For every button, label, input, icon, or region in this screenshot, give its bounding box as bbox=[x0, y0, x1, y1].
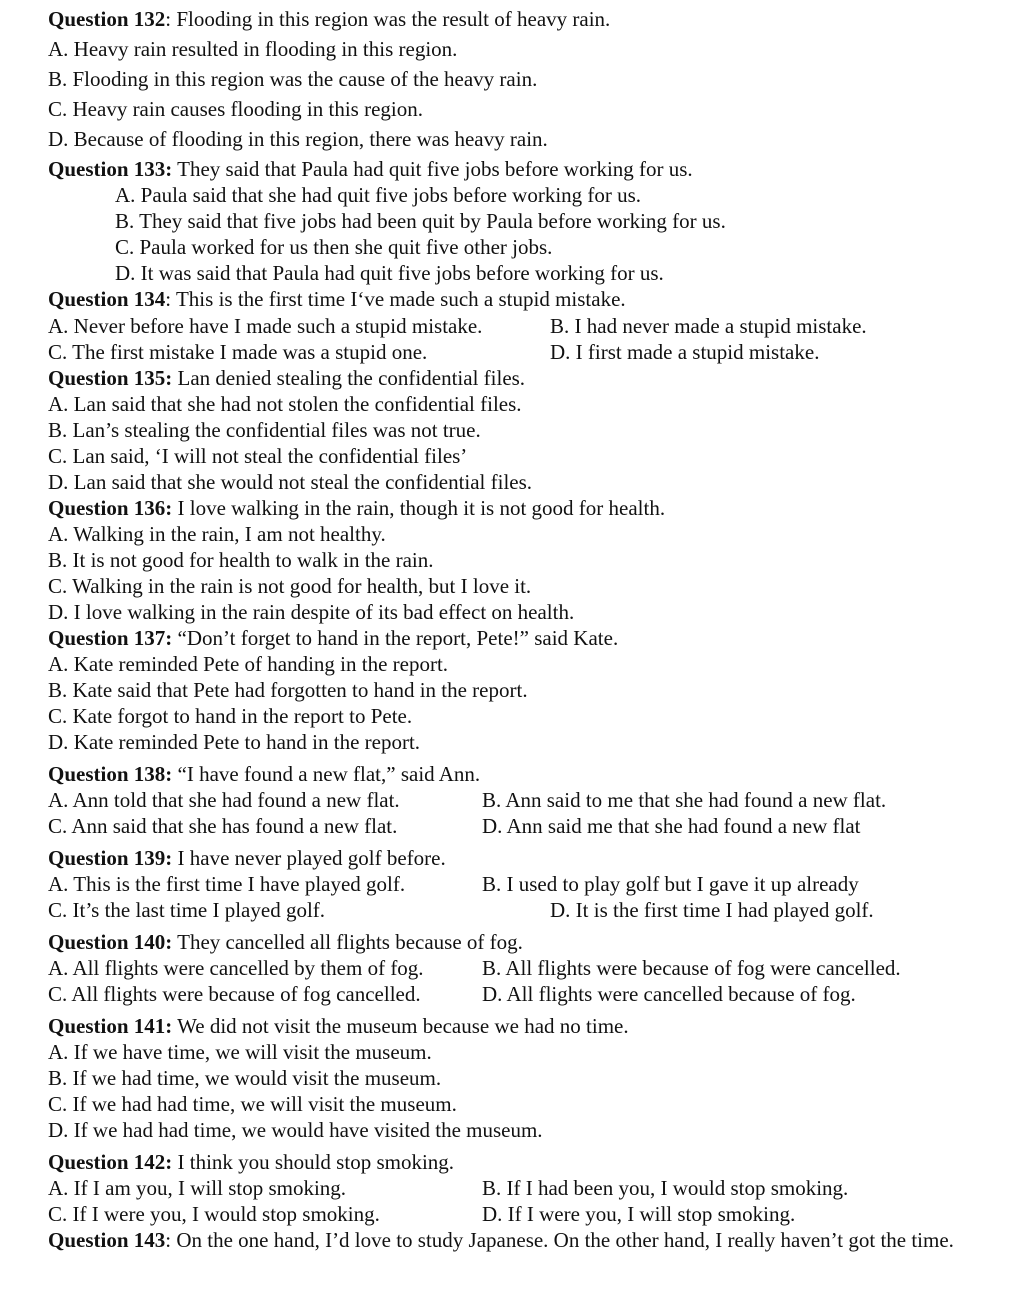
question-number: Question 143 bbox=[48, 1228, 166, 1252]
question-number: Question 135: bbox=[48, 366, 173, 390]
question-141-stem bbox=[48, 1013, 629, 1039]
question-143-stem bbox=[48, 1227, 968, 1253]
question-133-stem bbox=[48, 156, 693, 182]
question-139-option-d: D. It is the first time I had played golf. bbox=[550, 898, 874, 922]
question-134-option-a: A. Never before have I made such a stupid mistake. bbox=[48, 314, 483, 338]
question-136-option-c: C. Walking in the rain is not good for health, but I love it. bbox=[48, 574, 532, 598]
question-142-option-d: D. If I were you, I will stop smoking. bbox=[482, 1202, 796, 1226]
question-number: Question 138: bbox=[48, 762, 173, 786]
question-138-option-a: A. Ann told that she had found a new flat. bbox=[48, 788, 400, 812]
question-141-option-b: B. If we had time, we would visit the museum. bbox=[48, 1066, 442, 1090]
question-140-stem bbox=[48, 929, 523, 955]
question-134-option-d: D. I first made a stupid mistake. bbox=[550, 340, 820, 364]
question-stem-text: Flooding in this region was the result of heavy rain. bbox=[171, 7, 611, 31]
question-stem-text: I have never played golf before. bbox=[172, 846, 446, 870]
question-133-option-b: B. They said that five jobs had been quit by Paula before working for us. bbox=[115, 209, 726, 233]
question-135-option-d: D. Lan said that she would not steal the confidential files. bbox=[48, 470, 533, 494]
question-134-stem bbox=[48, 286, 626, 312]
question-139-option-b: B. I used to play golf but I gave it up already bbox=[482, 872, 859, 896]
question-137-option-a: A. Kate reminded Pete of handing in the report. bbox=[48, 652, 449, 676]
question-140-option-a: A. All flights were cancelled by them of fog. bbox=[48, 956, 424, 980]
question-stem-text: On the one hand, I’d love to study Japanese. On the other hand, I really haven’t got the time. bbox=[171, 1228, 954, 1252]
question-137-option-b: B. Kate said that Pete had forgotten to hand in the report. bbox=[48, 678, 528, 702]
question-stem-text: Lan denied stealing the confidential files. bbox=[172, 366, 526, 390]
question-colon: : bbox=[165, 1228, 172, 1252]
question-stem-text: They said that Paula had quit five jobs before working for us. bbox=[172, 157, 693, 181]
question-136-option-a: A. Walking in the rain, I am not healthy. bbox=[48, 522, 386, 546]
question-stem-text: I think you should stop smoking. bbox=[172, 1150, 455, 1174]
question-132-option-a: A. Heavy rain resulted in flooding in this region. bbox=[48, 37, 458, 61]
question-number: Question 140: bbox=[48, 930, 173, 954]
question-stem-text: “I have found a new flat,” said Ann. bbox=[172, 762, 481, 786]
question-138-option-c: C. Ann said that she has found a new flat. bbox=[48, 814, 398, 838]
question-132-stem bbox=[48, 6, 610, 32]
question-142-option-b: B. If I had been you, I would stop smoking. bbox=[482, 1176, 849, 1200]
question-135-option-b: B. Lan’s stealing the confidential files was not true. bbox=[48, 418, 481, 442]
question-141-option-c: C. If we had had time, we will visit the museum. bbox=[48, 1092, 457, 1116]
question-140-option-d: D. All flights were cancelled because of fog. bbox=[482, 982, 856, 1006]
question-137-option-c: C. Kate forgot to hand in the report to Pete. bbox=[48, 704, 413, 728]
question-136-option-b: B. It is not good for health to walk in the rain. bbox=[48, 548, 434, 572]
question-142-stem bbox=[48, 1149, 454, 1175]
question-137-stem bbox=[48, 625, 618, 651]
question-141-option-d: D. If we had had time, we would have visited the museum. bbox=[48, 1118, 543, 1142]
question-133-option-d: D. It was said that Paula had quit five jobs before working for us. bbox=[115, 261, 664, 285]
question-number: Question 139: bbox=[48, 846, 173, 870]
question-number: Question 141: bbox=[48, 1014, 173, 1038]
question-139-option-c: C. It’s the last time I played golf. bbox=[48, 898, 326, 922]
question-number: Question 136: bbox=[48, 496, 173, 520]
question-colon: : bbox=[165, 287, 172, 311]
question-number: Question 132 bbox=[48, 7, 166, 31]
question-number: Question 142: bbox=[48, 1150, 173, 1174]
question-137-option-d: D. Kate reminded Pete to hand in the report. bbox=[48, 730, 421, 754]
question-142-option-a: A. If I am you, I will stop smoking. bbox=[48, 1176, 347, 1200]
question-stem-text: This is the first time I‘ve made such a stupid mistake. bbox=[171, 287, 626, 311]
question-136-stem bbox=[48, 495, 665, 521]
question-stem-text: We did not visit the museum because we had no time. bbox=[172, 1014, 629, 1038]
question-133-option-a: A. Paula said that she had quit five jobs before working for us. bbox=[115, 183, 642, 207]
question-132-option-b: B. Flooding in this region was the cause of the heavy rain. bbox=[48, 67, 538, 91]
question-135-stem bbox=[48, 365, 525, 391]
question-stem-text: “Don’t forget to hand in the report, Pete!” said Kate. bbox=[172, 626, 619, 650]
question-133-option-c: C. Paula worked for us then she quit five other jobs. bbox=[115, 235, 553, 259]
question-colon: : bbox=[165, 7, 172, 31]
question-141-option-a: A. If we have time, we will visit the museum. bbox=[48, 1040, 432, 1064]
question-132-option-c: C. Heavy rain causes flooding in this region. bbox=[48, 97, 424, 121]
question-number: Question 134 bbox=[48, 287, 166, 311]
question-number: Question 133: bbox=[48, 157, 173, 181]
question-140-option-c: C. All flights were because of fog cancelled. bbox=[48, 982, 421, 1006]
question-139-stem bbox=[48, 845, 446, 871]
question-135-option-a: A. Lan said that she had not stolen the confidential files. bbox=[48, 392, 522, 416]
question-134-option-b: B. I had never made a stupid mistake. bbox=[550, 314, 867, 338]
question-138-option-b: B. Ann said to me that she had found a new flat. bbox=[482, 788, 887, 812]
question-135-option-c: C. Lan said, ‘I will not steal the confidential files’ bbox=[48, 444, 468, 468]
question-138-option-d: D. Ann said me that she had found a new flat bbox=[482, 814, 861, 838]
question-142-option-c: C. If I were you, I would stop smoking. bbox=[48, 1202, 380, 1226]
question-136-option-d: D. I love walking in the rain despite of its bad effect on health. bbox=[48, 600, 575, 624]
question-132-option-d: D. Because of flooding in this region, there was heavy rain. bbox=[48, 127, 548, 151]
question-140-option-b: B. All flights were because of fog were cancelled. bbox=[482, 956, 901, 980]
question-stem-text: They cancelled all flights because of fog. bbox=[172, 930, 523, 954]
question-139-option-a: A. This is the first time I have played golf. bbox=[48, 872, 406, 896]
question-number: Question 137: bbox=[48, 626, 173, 650]
question-138-stem bbox=[48, 761, 480, 787]
question-stem-text: I love walking in the rain, though it is not good for health. bbox=[172, 496, 666, 520]
question-134-option-c: C. The first mistake I made was a stupid one. bbox=[48, 340, 428, 364]
